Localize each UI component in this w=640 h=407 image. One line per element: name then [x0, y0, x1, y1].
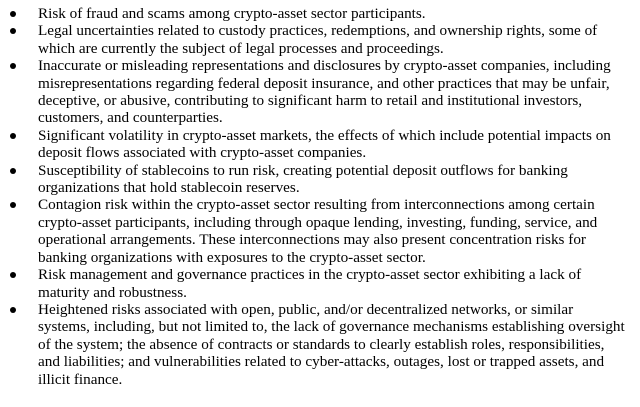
list-item-text: Significant volatility in crypto-asset markets, the effects of which include potential impacts on deposit flows associated with crypto-asset companies.: [38, 126, 611, 162]
bullet-icon: [10, 168, 16, 174]
list-item-text: Risk of fraud and scams among crypto-asset sector participants.: [38, 5, 426, 22]
list-item: [0, 301, 640, 388]
risk-bullet-list: [0, 5, 640, 388]
list-item: [0, 57, 640, 127]
list-item: [0, 162, 640, 197]
list-item: [0, 266, 640, 301]
bullet-icon: [10, 28, 16, 34]
list-item-text: Contagion risk within the crypto-asset sector resulting from interconnections among certain crypto-asset participants, including through opaque lending, investing, funding, service, and operational arrangements. These interconnections may also present concentration risks for banking organizations with exposures to the crypto-asset sector.: [38, 196, 598, 266]
list-item: [0, 127, 640, 162]
bullet-icon: [10, 11, 16, 17]
list-item: [0, 196, 640, 266]
list-item-text: Susceptibility of stablecoins to run risk, creating potential deposit outflows for banking organizations that hold stablecoin reserves.: [38, 161, 568, 197]
list-item: [0, 5, 640, 22]
list-item-text: Inaccurate or misleading representations and disclosures by crypto-asset companies, including misrepresentations regarding federal deposit insurance, and other practices that may be unfair, deceptive, or abusive, contributing to significant harm to retail and institutional investors, customers, and counterparties.: [38, 57, 611, 127]
list-item-text: Legal uncertainties related to custody practices, redemptions, and ownership rights, some of which are currently the subject of legal processes and proceedings.: [38, 22, 598, 57]
bullet-icon: [10, 307, 16, 313]
bullet-icon: [10, 202, 16, 208]
bullet-icon: [10, 272, 16, 278]
list-item-text: Heightened risks associated with open, public, and/or decentralized networks, or similar systems, including, but not limited to, the lack of governance mechanisms establishing oversight of the system; the absence of contracts or standards to clearly establish roles, responsibilities, and liabilities; and vulnerabilities related to cyber-attacks, outages, lost or trapped assets, and illicit finance.: [38, 300, 625, 388]
bullet-icon: [10, 133, 16, 139]
list-item: [0, 22, 640, 57]
bullet-icon: [10, 63, 16, 69]
list-item-text: Risk management and governance practices in the crypto-asset sector exhibiting a lack of maturity and robustness.: [38, 266, 582, 301]
